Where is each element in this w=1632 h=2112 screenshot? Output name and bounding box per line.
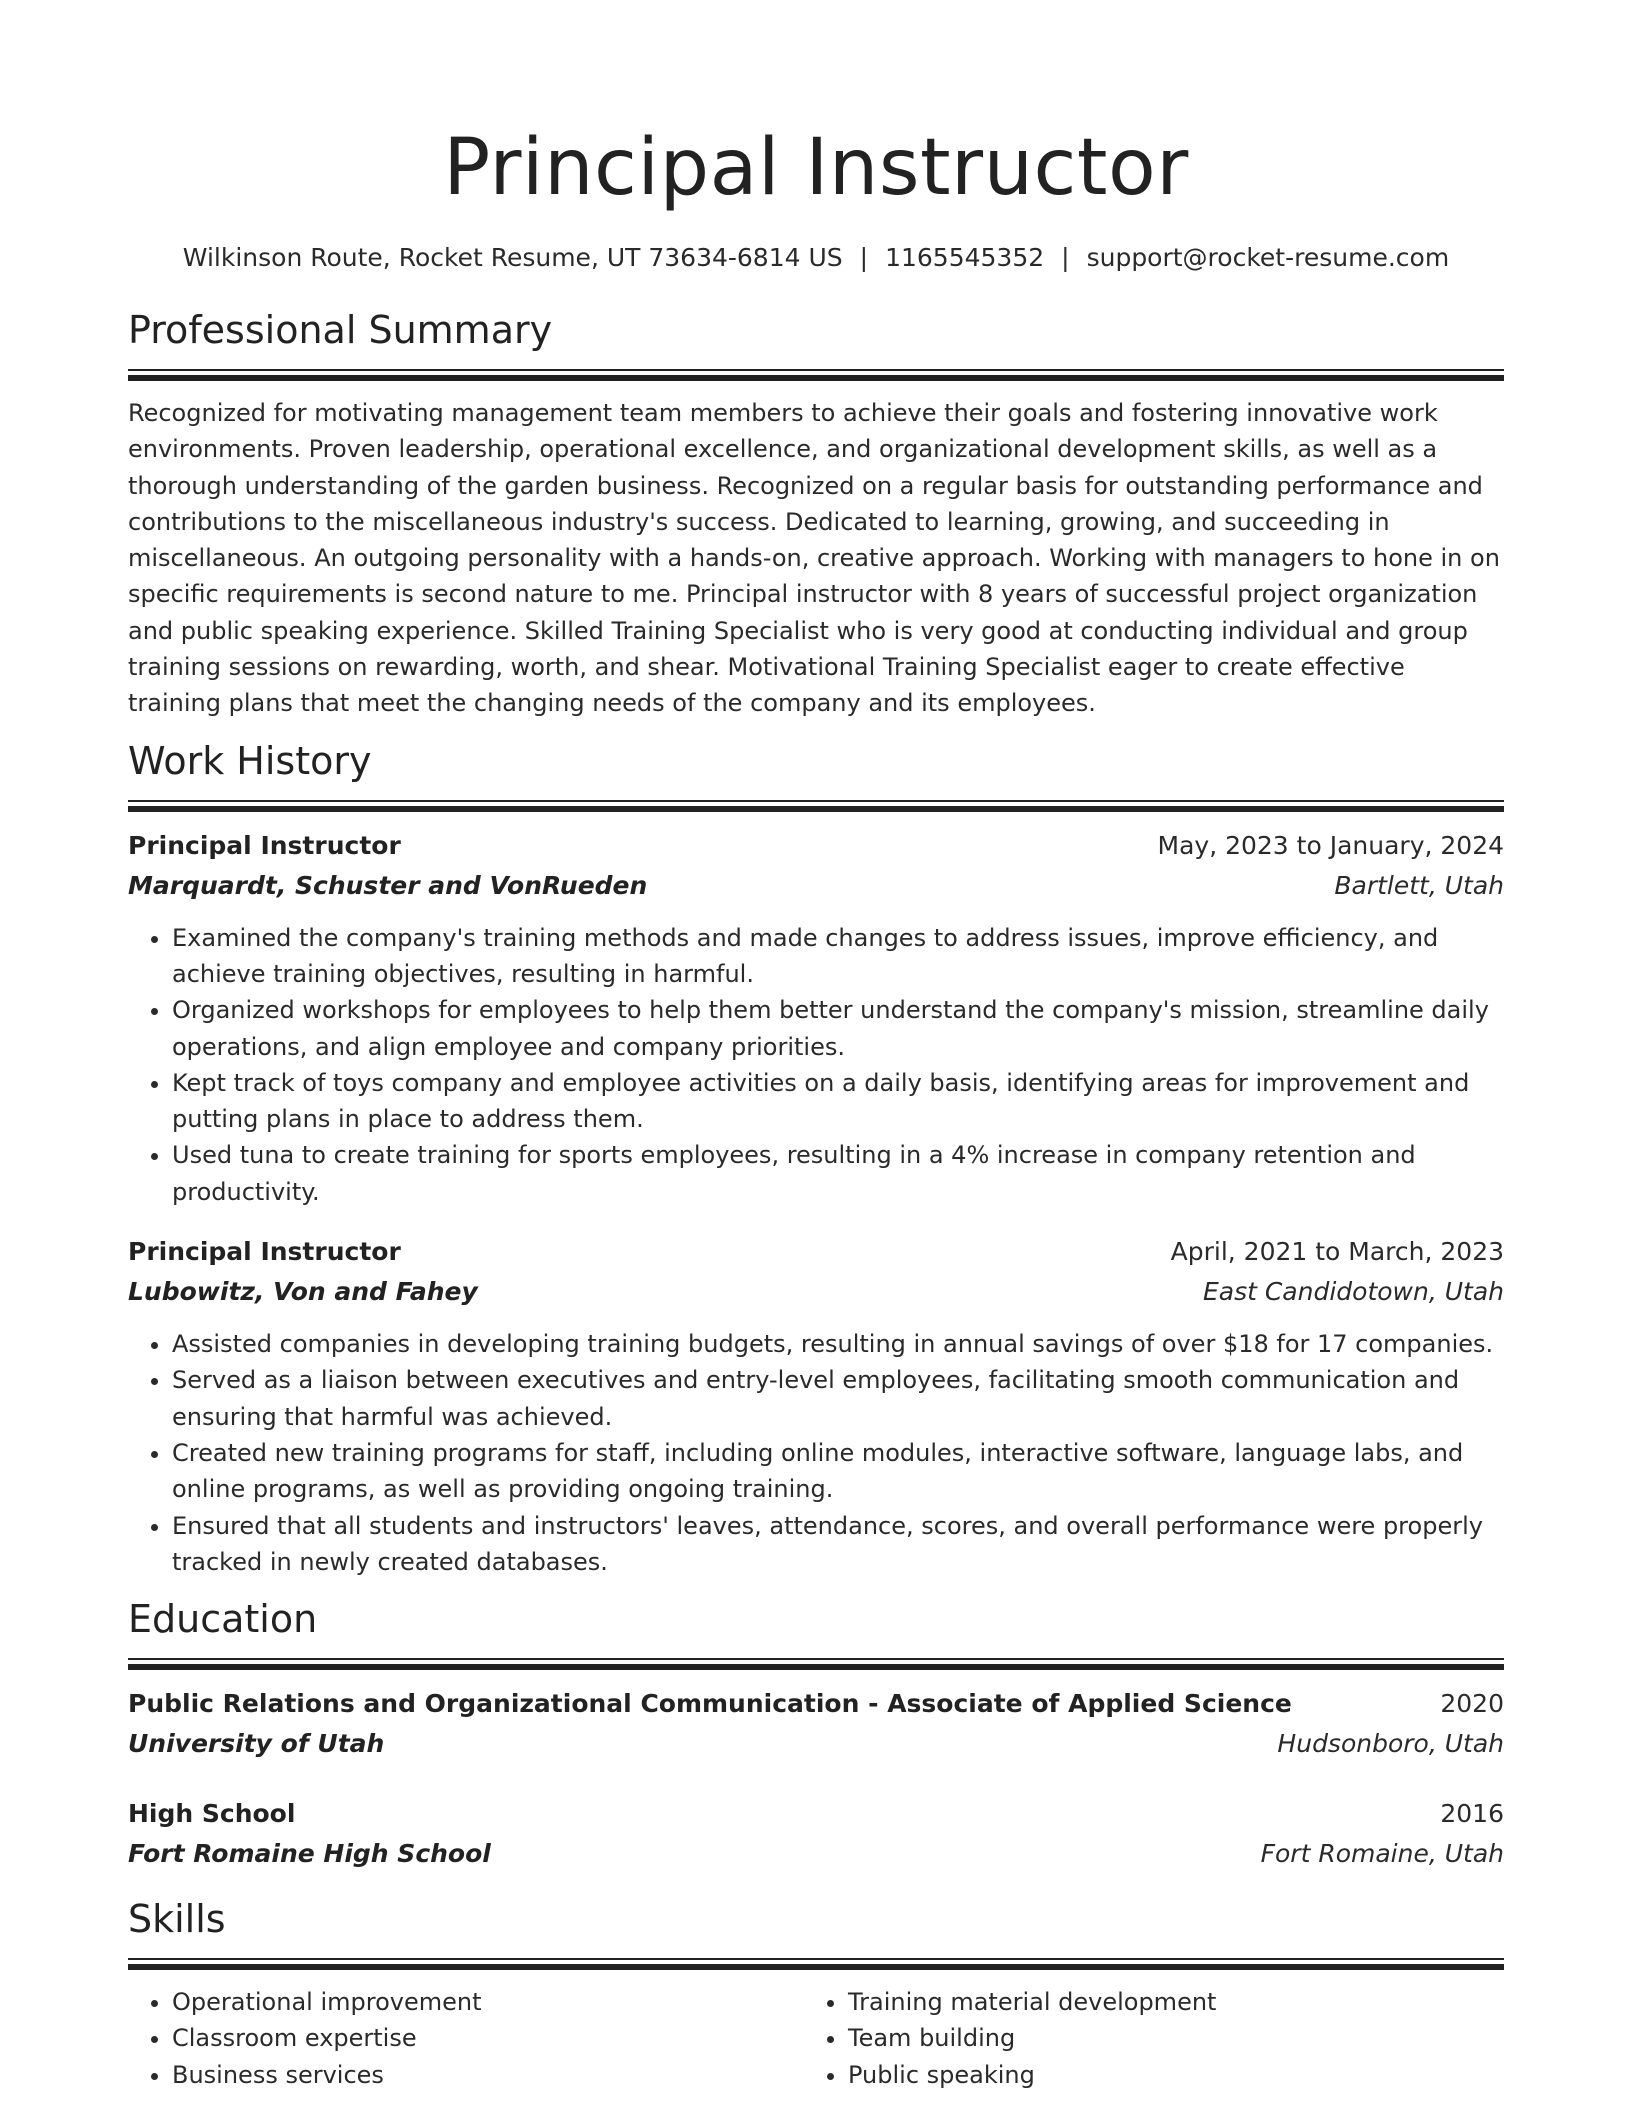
education-subheader xyxy=(128,1724,1504,1764)
skills-columns xyxy=(128,1984,1504,2093)
job-dates: May, 2023 to January, 2024 xyxy=(1157,830,1504,860)
summary-section xyxy=(128,305,1504,722)
school-name: Fort Romaine High School xyxy=(128,1839,491,1869)
summary-text: Recognized for motivating management team members to achieve their goals and fostering innovative work environments. Proven leadership, operational excellence, and organizational development skills, as well as a thorough understanding of the garden business. Recognized on a regular basis for outstanding performance and contributions to the miscellaneous industry's success. Dedicated to learning, growing, and succeeding in miscellaneous. An outgoing personality with a hands-on, creative approach. Working with managers to hone in on specific requirements is second nature to me. Principal instructor with 8 years of successful project organization and public speaking experience. Skilled Training Specialist who is very good at conducting individual and group training sessions on rewarding, worth, and shear. Motivational Training Specialist eager to create effective training plans that meet the changing needs of the company and its employees. xyxy=(128,399,1500,718)
skill-item: • Public speaking xyxy=(848,2057,1480,2093)
skill-item: • Classroom expertise xyxy=(172,2020,804,2056)
email: support@rocket-resume.com xyxy=(1086,243,1450,272)
skills-list-left xyxy=(128,1984,804,2093)
work-section xyxy=(128,736,1504,1580)
section-divider xyxy=(128,800,1504,812)
address: Wilkinson Route, Rocket Resume, UT 73634-6814 US xyxy=(182,243,843,272)
phone: 1165545352 xyxy=(885,243,1045,272)
list-item: • Used tuna to create training for sports employees, resulting in a 4% increase in company retention and productivity. xyxy=(172,1137,1504,1210)
skills-list-right xyxy=(804,1984,1480,2093)
contact-separator: | xyxy=(1061,243,1070,272)
education-header xyxy=(128,1684,1504,1724)
section-divider xyxy=(128,1658,1504,1670)
list-item: • Ensured that all students and instructors' leaves, attendance, scores, and overall performance were properly tracked in newly created databases. xyxy=(172,1508,1504,1581)
skill-item: • Business services xyxy=(172,2057,804,2093)
list-item: • Created new training programs for staff, including online modules, interactive software, language labs, and online programs, as well as providing ongoing training. xyxy=(172,1435,1504,1508)
job-entry xyxy=(128,826,1504,1210)
degree: High School xyxy=(128,1799,296,1829)
degree: Public Relations and Organizational Communication - Associate of Applied Science xyxy=(128,1689,1292,1719)
job-location: Bartlett, Utah xyxy=(1334,870,1504,900)
list-item: • Served as a liaison between executives and entry-level employees, facilitating smooth communication and ensuring that harmful was achieved. xyxy=(172,1362,1504,1435)
job-dates: April, 2021 to March, 2023 xyxy=(1170,1237,1504,1267)
contact-separator: | xyxy=(859,243,869,272)
section-title-summary: Professional Summary xyxy=(128,308,553,352)
job-title: Principal Instructor xyxy=(128,830,401,860)
graduation-year: 2016 xyxy=(1440,1799,1504,1829)
job-subheader xyxy=(128,1272,1504,1312)
job-subheader xyxy=(128,866,1504,906)
resume-name: Principal Instructor xyxy=(443,123,1189,213)
job-header xyxy=(128,826,1504,866)
job-company: Lubowitz, Von and Fahey xyxy=(128,1277,478,1307)
skill-item: • Operational improvement xyxy=(172,1984,804,2020)
education-subheader xyxy=(128,1834,1504,1874)
list-item: • Examined the company's training methods and made changes to address issues, improve efficiency, and achieve training objectives, resulting in harmful. xyxy=(172,920,1504,993)
job-bullets xyxy=(128,920,1504,1210)
education-entry xyxy=(128,1684,1504,1764)
section-title-skills: Skills xyxy=(128,1897,226,1942)
list-item: • Organized workshops for employees to help them better understand the company's mission, streamline daily operations, and align employee and company priorities. xyxy=(172,992,1504,1065)
list-item: • Assisted companies in developing training budgets, resulting in annual savings of over $18 for 17 companies. xyxy=(172,1326,1504,1362)
section-divider xyxy=(128,1958,1504,1970)
job-header xyxy=(128,1232,1504,1272)
education-section xyxy=(128,1594,1504,1874)
job-company: Marquardt, Schuster and VonRueden xyxy=(128,870,648,900)
job-location: East Candidotown, Utah xyxy=(1202,1277,1504,1307)
job-title: Principal Instructor xyxy=(128,1237,401,1267)
education-header xyxy=(128,1794,1504,1834)
section-divider xyxy=(128,369,1504,381)
section-title-work: Work History xyxy=(128,738,372,783)
job-bullets xyxy=(128,1326,1504,1580)
education-entry xyxy=(128,1794,1504,1874)
section-title-education: Education xyxy=(128,1597,318,1642)
school-location: Hudsonboro, Utah xyxy=(1277,1729,1504,1759)
contact-line xyxy=(128,242,1504,274)
school-name: University of Utah xyxy=(128,1729,385,1759)
graduation-year: 2020 xyxy=(1440,1689,1504,1719)
list-item: • Kept track of toys company and employee activities on a daily basis, identifying areas for improvement and putting plans in place to address them. xyxy=(172,1065,1504,1138)
job-entry xyxy=(128,1232,1504,1580)
skill-item: • Team building xyxy=(848,2020,1480,2056)
school-location: Fort Romaine, Utah xyxy=(1260,1839,1504,1869)
skill-item: • Training material development xyxy=(848,1984,1480,2020)
skills-section xyxy=(128,1894,1504,2093)
